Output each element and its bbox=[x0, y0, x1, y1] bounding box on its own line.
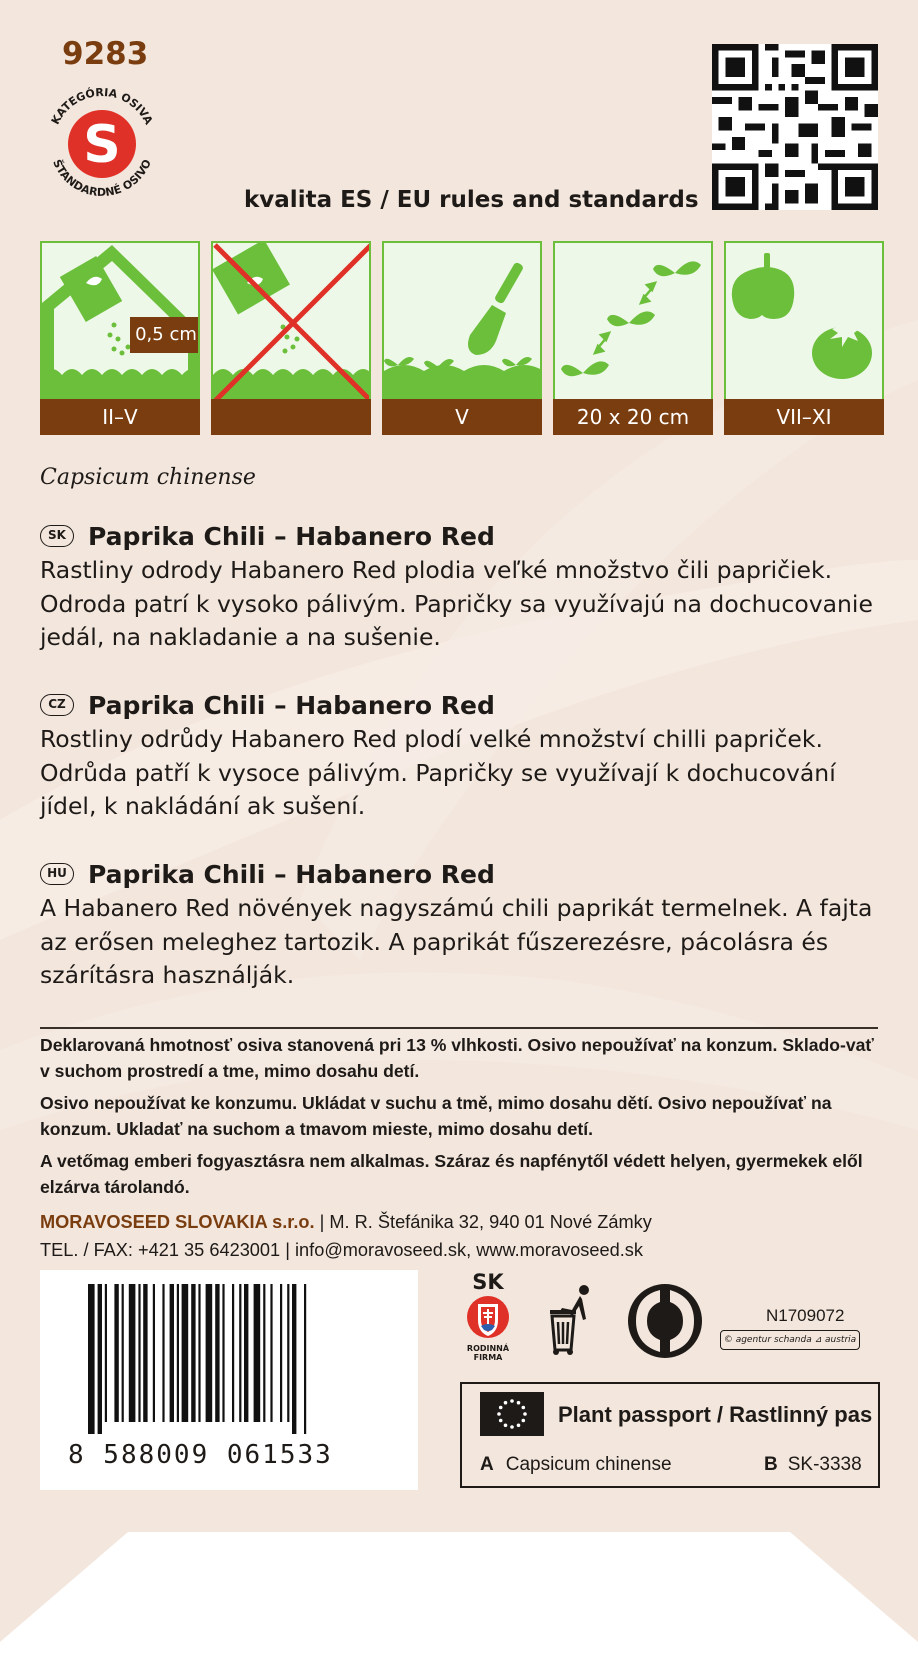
company-name: MORAVOSEED SLOVAKIA s.r.o. bbox=[40, 1212, 315, 1232]
dispose-in-bin-icon bbox=[544, 1284, 604, 1356]
qr-code[interactable] bbox=[712, 44, 878, 210]
passport-field-b bbox=[764, 1454, 862, 1476]
pictogram-label-sowing: II–V bbox=[40, 399, 200, 435]
seed-category-badge bbox=[36, 78, 168, 210]
barcode-bar bbox=[177, 1284, 179, 1422]
barcode-bar bbox=[270, 1284, 272, 1422]
description-line: Odroda patrí k vysoko pálivým. Papričky sa využívajú na dochucovanie bbox=[40, 589, 873, 618]
barcode-bar bbox=[88, 1284, 95, 1434]
lang-badge-hu: HU bbox=[40, 863, 74, 885]
barcode-bars bbox=[86, 1284, 376, 1434]
plant-passport bbox=[460, 1382, 880, 1488]
pictogram-label-no-direct-sowing bbox=[211, 399, 371, 435]
barcode-bar bbox=[232, 1284, 234, 1422]
barcode-bar bbox=[198, 1284, 200, 1422]
section-title-hu: Paprika Chili – Habanero Red bbox=[88, 859, 495, 889]
company-address: | M. R. Štefánika 32, 940 01 Nové Zámky bbox=[319, 1212, 652, 1232]
badge-ring-top: KATEGÓRIA OSIVA bbox=[48, 85, 156, 127]
passport-a-value: Capsicum chinense bbox=[505, 1454, 672, 1475]
pictogram-spacing bbox=[553, 241, 713, 435]
section-cz bbox=[40, 687, 880, 824]
description-line: jídel, k nakládání ak sušení. bbox=[40, 792, 366, 820]
passport-b-value: SK-3338 bbox=[787, 1454, 862, 1475]
barcode-bar bbox=[170, 1284, 174, 1422]
spacing-icon bbox=[555, 243, 713, 401]
note-hu: A vetőmag emberi fogyasztásra nem alkalmas. Száraz és napfénytől védett helyen, gyermekek elől elzárva tárolandó. bbox=[40, 1151, 863, 1197]
sk-firm-text: RODINNÁ FIRMA bbox=[466, 1344, 510, 1362]
sk-logo-text: SK bbox=[472, 1270, 504, 1294]
bottom-seal-area bbox=[0, 1532, 918, 1662]
certificate-number: N1709072 bbox=[766, 1306, 845, 1325]
lang-badge-sk: SK bbox=[40, 525, 74, 547]
barcode-bar bbox=[254, 1284, 261, 1422]
barcode-bar bbox=[153, 1284, 155, 1422]
barcode-bar bbox=[206, 1284, 213, 1422]
description-line: Rostliny odrůdy Habanero Red plodí velké množství chilli papriček. bbox=[40, 725, 823, 753]
green-dot-recycling-icon bbox=[626, 1282, 704, 1360]
barcode-bar bbox=[304, 1284, 306, 1434]
barcode-bar bbox=[162, 1284, 164, 1422]
barcode-bar bbox=[292, 1284, 296, 1434]
description-line: Rastliny odrody Habanero Red plodia veľké množstvo čili papričiek. bbox=[40, 556, 833, 584]
barcode-bar bbox=[280, 1284, 282, 1422]
description-line: jedál, na nakladanie a na sušenie. bbox=[40, 623, 441, 651]
description-line: Odrůda patří k vysoce pálivým. Papričky se využívají k dochucování bbox=[40, 758, 836, 787]
pictogram-sowing bbox=[40, 241, 200, 435]
passport-title: Plant passport / Rastlinný pas bbox=[558, 1402, 873, 1427]
quality-statement: kvalita ES / EU rules and standards bbox=[244, 187, 699, 213]
pictogram-label-spacing: 20 x 20 cm bbox=[553, 399, 713, 435]
harvest-icon bbox=[726, 243, 884, 401]
barcode-bar bbox=[122, 1284, 124, 1422]
barcode-bar bbox=[98, 1284, 102, 1434]
section-title-sk: Paprika Chili – Habanero Red bbox=[88, 521, 495, 551]
eu-flag-icon bbox=[480, 1392, 544, 1436]
slovak-shield-icon bbox=[466, 1294, 510, 1340]
description-line: A Habanero Red növények nagyszámú chili paprikát termelnek. A fajta bbox=[40, 894, 873, 922]
note-cz-sk: Osivo nepoužívat ke konzumu. Ukládat v suchu a tmě, mimo dosahu dětí. Osivo nepoužívať na konzum. Ukladať na suchom a tmavom mieste, mimo dosahu detí. bbox=[40, 1093, 832, 1139]
barcode-bar bbox=[105, 1284, 107, 1422]
latin-name: Capsicum chinense bbox=[40, 465, 256, 490]
barcode-bar bbox=[244, 1284, 248, 1422]
section-sk bbox=[40, 518, 880, 655]
family-firm-logo bbox=[460, 1270, 516, 1370]
certification-lab: © agentur schanda ⊿ austria bbox=[720, 1330, 860, 1350]
passport-a-letter: A bbox=[480, 1454, 494, 1475]
barcode-bar bbox=[114, 1284, 118, 1422]
pictogram-harvest bbox=[724, 241, 884, 435]
barcode-bar bbox=[182, 1284, 189, 1422]
barcode-bar bbox=[239, 1284, 241, 1422]
barcode-bar bbox=[138, 1284, 140, 1422]
contact-line bbox=[40, 1240, 643, 1261]
barcode-bar bbox=[215, 1284, 219, 1422]
company-line bbox=[40, 1212, 652, 1233]
pictogram-label-transplant: V bbox=[382, 399, 542, 435]
barcode-bar bbox=[222, 1284, 224, 1422]
pictogram-no-direct-sowing bbox=[211, 241, 371, 435]
badge-letter: S bbox=[83, 115, 121, 175]
storage-notes bbox=[40, 1032, 880, 1206]
note-sk: Deklarovaná hmotnosť osiva stanovená pri 13 % vlhkosti. Osivo nepoužívať na konzum. Sklado-vať v suchom prostredí a tme, mimo dosahu detí. bbox=[40, 1035, 874, 1081]
barcode-bar bbox=[263, 1284, 265, 1422]
section-title-cz: Paprika Chili – Habanero Red bbox=[88, 690, 495, 720]
barcode-bar bbox=[287, 1284, 289, 1422]
company-web[interactable]: | info@moravoseed.sk, www.moravoseed.sk bbox=[285, 1240, 643, 1260]
sowing-depth: 0,5 cm bbox=[130, 317, 200, 353]
passport-b-letter: B bbox=[764, 1454, 778, 1475]
divider bbox=[40, 1027, 878, 1029]
description-line: szárításra használják. bbox=[40, 961, 295, 989]
pictogram-label-harvest: VII–XI bbox=[724, 399, 884, 435]
pictogram-transplant bbox=[382, 241, 542, 435]
section-hu bbox=[40, 856, 880, 993]
barcode-bar bbox=[129, 1284, 136, 1422]
growing-pictograms bbox=[40, 241, 884, 435]
transplant-trowel-icon bbox=[384, 243, 542, 401]
passport-field-a bbox=[480, 1454, 672, 1476]
badge-ring-bottom: ŠTANDARDNÉ OSIVO bbox=[50, 157, 154, 200]
product-code: 9283 bbox=[62, 36, 149, 72]
barcode bbox=[40, 1270, 418, 1490]
lang-badge-cz: CZ bbox=[40, 694, 74, 716]
barcode-bar bbox=[191, 1284, 195, 1422]
description-line: az erősen meleghez tartozik. A paprikát fűszerezésre, pácolásra és bbox=[40, 927, 829, 956]
company-phone: TEL. / FAX: +421 35 6423001 bbox=[40, 1240, 281, 1260]
barcode-bar bbox=[143, 1284, 147, 1422]
barcode-digits: 8 588009 061533 bbox=[68, 1440, 333, 1470]
no-direct-sowing-icon bbox=[213, 243, 371, 401]
